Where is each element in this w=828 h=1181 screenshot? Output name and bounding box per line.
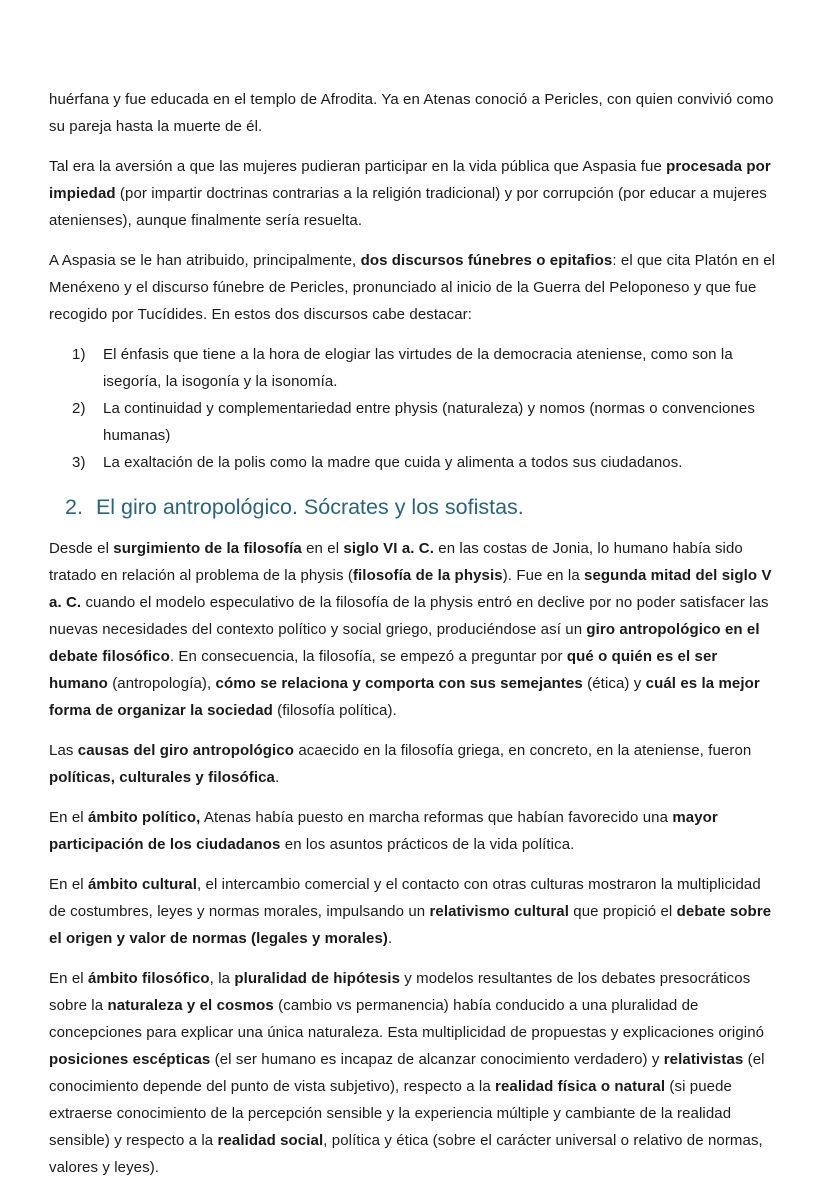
bold-text-run: procesada por impiedad <box>49 158 771 202</box>
bold-text-run: pluralidad de hipótesis <box>234 970 401 987</box>
bold-text-run: qué o quién es el ser humano <box>49 648 718 692</box>
list-item-number: 3) <box>72 454 86 471</box>
text-run: Desde el <box>49 540 114 557</box>
list-item-number: 2) <box>72 400 86 417</box>
bold-text-run: ámbito político, <box>87 809 201 826</box>
text-run: Atenas había puesto en marcha reformas que habían favorecido una <box>200 809 673 826</box>
list-item <box>72 449 779 476</box>
bold-text-run: giro antropológico en el debate filosófico <box>49 621 760 665</box>
list-item-text <box>103 341 779 395</box>
text-run: (antropología), <box>107 675 216 692</box>
bold-text-run: debate sobre el origen y valor de normas (legales y morales) <box>49 903 772 947</box>
bold-text-run: dos discursos fúnebres o epitafios <box>360 252 613 269</box>
text-run: acaecido en la filosofía griega, en concreto, en la ateniense, fueron <box>294 742 752 759</box>
bold-text-run: siglo VI a. C. <box>343 540 434 557</box>
text-run: (ética) y <box>582 675 646 692</box>
text-run: ). Fue en la <box>502 567 585 584</box>
text-run: A Aspasia se le han atribuido, principalmente, <box>49 252 361 269</box>
bold-text-run: ámbito filosófico <box>87 970 210 987</box>
bold-text-run: políticas, culturales y filosófica <box>49 769 275 786</box>
paragraph <box>49 86 779 140</box>
text-run: cuando el modelo especulativo de la filosofía de la physis entró en declive por no poder satisfacer las nuevas necesidades del contexto político y social griego, produciéndose así un <box>49 594 769 638</box>
document-body <box>49 86 779 1181</box>
list-item <box>72 341 779 395</box>
text-run: Las <box>49 742 78 759</box>
text-run: en los asuntos prácticos de la vida política. <box>280 836 575 853</box>
numbered-list <box>49 341 779 476</box>
text-run: huérfana y fue educada en el templo de Afrodita. Ya en Atenas conoció a Pericles, con quien convivió como su pareja hasta la muerte de él. <box>49 91 774 135</box>
text-run: en el <box>301 540 344 557</box>
heading-text: El giro antropológico. Sócrates y los sofistas. <box>95 495 524 519</box>
text-run: En el <box>49 809 88 826</box>
paragraph <box>49 871 779 952</box>
bold-text-run: realidad física o natural <box>495 1078 666 1095</box>
text-run: . <box>274 769 280 786</box>
section-heading <box>49 493 779 521</box>
text-run: , la <box>209 970 235 987</box>
text-run: . En consecuencia, la filosofía, se empezó a preguntar por <box>169 648 567 665</box>
text-run: En el <box>49 970 88 987</box>
bold-text-run: naturaleza y el cosmos <box>107 997 274 1014</box>
text-run: En el <box>49 876 88 893</box>
bold-text-run: mayor participación de los ciudadanos <box>49 809 718 853</box>
paragraph <box>49 153 779 234</box>
text-run: , el intercambio comercial y el contacto con otras culturas mostraron la multiplicidad de costumbres, leyes y normas morales, impulsando un <box>49 876 761 920</box>
text-run: Tal era la aversión a que las mujeres pudieran participar en la vida pública que Aspasia fue <box>49 158 667 175</box>
text-run: (filosofía política). <box>272 702 397 719</box>
text-run: (cambio vs permanencia) había conducido a una pluralidad de concepciones para explicar una única naturaleza. Esta multiplicidad de propuestas y explicaciones originó <box>49 997 765 1041</box>
paragraph <box>49 247 779 328</box>
bold-text-run: realidad social <box>217 1132 324 1149</box>
bold-text-run: filosofía de la physis <box>352 567 503 584</box>
bold-text-run: segunda mitad del siglo V a. C. <box>49 567 772 611</box>
text-run: : el que cita Platón en el Menéxeno y el discurso fúnebre de Pericles, pronunciado al inicio de la Guerra del Peloponeso y que fue recogido por Tucídides. En estos dos discursos cabe destacar: <box>49 252 776 323</box>
paragraph <box>49 535 779 724</box>
text-run: (si puede extraerse conocimiento de la percepción sensible y la experiencia múltiple y cambiante de la realidad sensible) y respecto a la <box>49 1078 732 1149</box>
bold-text-run: posiciones escépticas <box>49 1051 211 1068</box>
text-run: La continuidad y complementariedad entre physis (naturaleza) y nomos (normas o convenciones humanas) <box>103 400 755 444</box>
bold-text-run: causas del giro antropológico <box>77 742 295 759</box>
text-run: (por impartir doctrinas contrarias a la religión tradicional) y por corrupción (por educar a mujeres atenienses), aunque finalmente sería resuelta. <box>49 185 767 229</box>
list-item-text <box>103 449 779 476</box>
text-run: que propició el <box>569 903 677 920</box>
bold-text-run: relativismo cultural <box>429 903 570 920</box>
text-run: . <box>388 930 393 947</box>
paragraph <box>49 965 779 1181</box>
bold-text-run: cómo se relaciona y comporta con sus semejantes <box>215 675 583 692</box>
bold-text-run: cuál es la mejor forma de organizar la sociedad <box>49 675 760 719</box>
text-run: (el conocimiento depende del punto de vista subjetivo), respecto a la <box>49 1051 765 1095</box>
text-run: La exaltación de la polis como la madre que cuida y alimenta a todos sus ciudadanos. <box>103 454 683 471</box>
bold-text-run: ámbito cultural <box>87 876 197 893</box>
text-run: en las costas de Jonia, lo humano había sido tratado en relación al problema de la physis ( <box>49 540 743 584</box>
paragraph <box>49 737 779 791</box>
list-item <box>72 395 779 449</box>
text-run: y modelos resultantes de los debates presocráticos sobre la <box>49 970 751 1014</box>
heading-number: 2. <box>65 495 83 519</box>
text-run: (el ser humano es incapaz de alcanzar conocimiento verdadero) y <box>210 1051 664 1068</box>
paragraph <box>49 804 779 858</box>
text-run: , política y ética (sobre el carácter universal o relativo de normas, valores y leyes). <box>49 1132 763 1176</box>
list-item-text <box>103 395 779 449</box>
bold-text-run: relativistas <box>663 1051 744 1068</box>
bold-text-run: surgimiento de la filosofía <box>113 540 302 557</box>
text-run: El énfasis que tiene a la hora de elogiar las virtudes de la democracia ateniense, como son la isegoría, la isogonía y la isonomía. <box>103 346 733 390</box>
list-item-number: 1) <box>72 346 86 363</box>
